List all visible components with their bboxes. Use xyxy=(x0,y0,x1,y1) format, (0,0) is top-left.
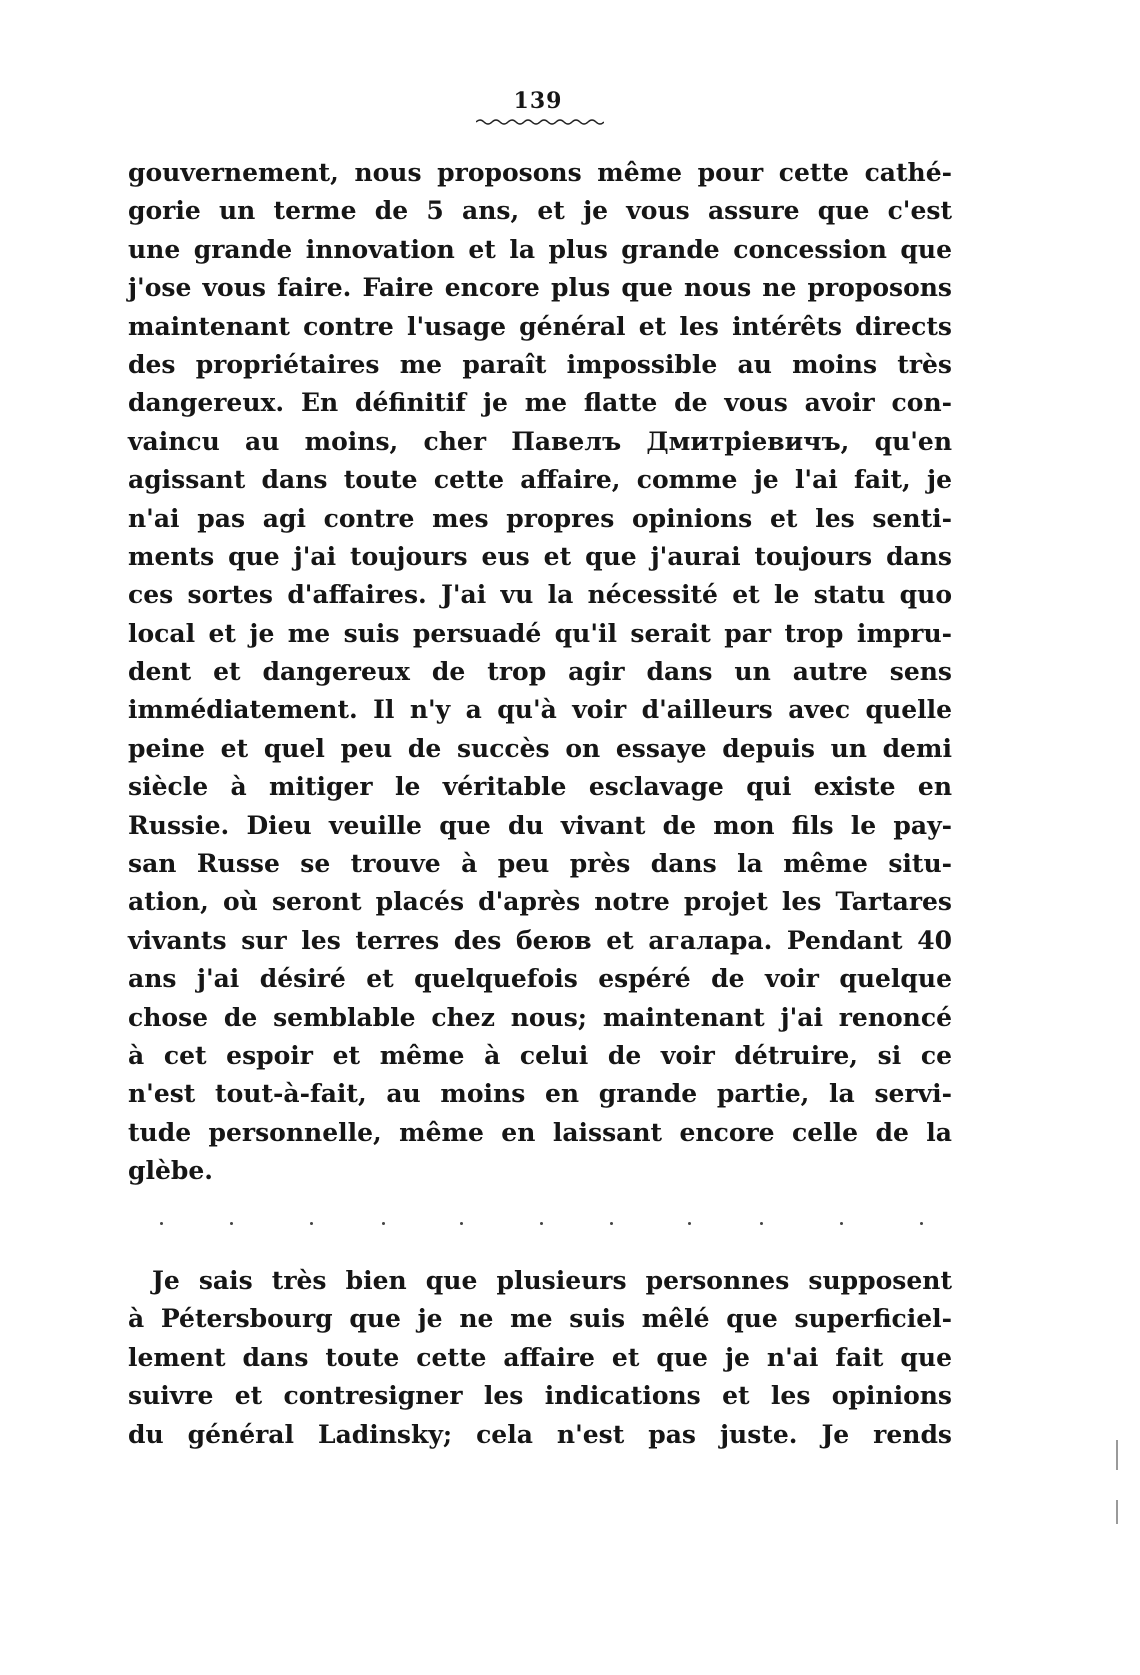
text-line: san Russe se trouve à peu près dans la même situ- xyxy=(128,849,952,879)
page-number: 139 xyxy=(513,88,563,114)
text-line: à Pétersbourg que je ne me suis mêlé que superficiel- xyxy=(128,1304,952,1334)
text-line: ation, où seront placés d'après notre projet les Tartares xyxy=(128,887,952,917)
text-line: vivants sur les terres des беюв et агалара. Pendant 40 xyxy=(128,925,952,955)
text-line: gouvernement, nous proposons même pour cette cathé- xyxy=(128,158,952,187)
text-line: ces sortes d'affaires. J'ai vu la nécessité et le statu quo xyxy=(128,580,952,610)
text-line: siècle à mitiger le véritable esclavage qui existe en xyxy=(128,772,952,802)
text-line: agissant dans toute cette affaire, comme je l'ai fait, je xyxy=(128,465,952,495)
text-line: dangereux. En définitif je me flatte de vous avoir con- xyxy=(128,388,952,418)
text-line: ans j'ai désiré et quelquefois espéré de voir quelque xyxy=(128,964,952,994)
text-line: lement dans toute cette affaire et que je n'ai fait que xyxy=(128,1342,952,1372)
text-line: ments que j'ai toujours eus et que j'aurai toujours dans xyxy=(128,541,952,571)
scan-margin-mark xyxy=(1116,1500,1118,1524)
text-line: maintenant contre l'usage général et les intérêts directs xyxy=(128,311,952,341)
text-line: suivre et contresigner les indications et les opinions xyxy=(128,1381,952,1411)
text-line: du général Ladinsky; cela n'est pas juste. Je rends xyxy=(128,1419,952,1449)
scan-margin-mark xyxy=(1116,1440,1118,1470)
text-line: Russie. Dieu veuille que du vivant de mon fils le pay- xyxy=(128,810,952,840)
text-line: j'ose vous faire. Faire encore plus que nous ne proposons xyxy=(128,273,952,303)
text-line: des propriétaires me paraît impossible au moins très xyxy=(128,349,952,379)
text-line: tude personnelle, même en laissant encore celle de la xyxy=(128,1117,952,1147)
text-line: n'ai pas agi contre mes propres opinions et les senti- xyxy=(128,503,952,533)
text-line: local et je me suis persuadé qu'il serait par trop impru- xyxy=(128,618,952,648)
text-line: chose de semblable chez nous; maintenant j'ai renoncé xyxy=(128,1002,952,1032)
text-line: glèbe. xyxy=(128,1156,213,1186)
text-line: gorie un terme de 5 ans, et je vous assure que c'est xyxy=(128,196,952,226)
text-line: vaincu au moins, cher Павелъ Дмитріевичъ, qu'en xyxy=(128,426,952,456)
wavy-rule-ornament xyxy=(476,118,604,126)
text-line: Je sais très bien que plusieurs personnes supposent xyxy=(152,1266,952,1295)
text-line: peine et quel peu de succès on essaye depuis un demi xyxy=(128,733,952,763)
paragraph-2 xyxy=(128,1262,952,1454)
text-line: dent et dangereux de trop agir dans un autre sens xyxy=(128,657,952,687)
paragraph-1 xyxy=(128,154,952,1191)
text-line: une grande innovation et la plus grande concession que xyxy=(128,234,952,264)
text-line: à cet espoir et même à celui de voir détruire, si ce xyxy=(128,1040,952,1070)
text-line: n'est tout-à-fait, au moins en grande partie, la servi- xyxy=(128,1079,952,1109)
text-line: immédiatement. Il n'y a qu'à voir d'ailleurs avec quelle xyxy=(128,695,952,725)
ellipsis-dots-separator xyxy=(160,1222,960,1242)
